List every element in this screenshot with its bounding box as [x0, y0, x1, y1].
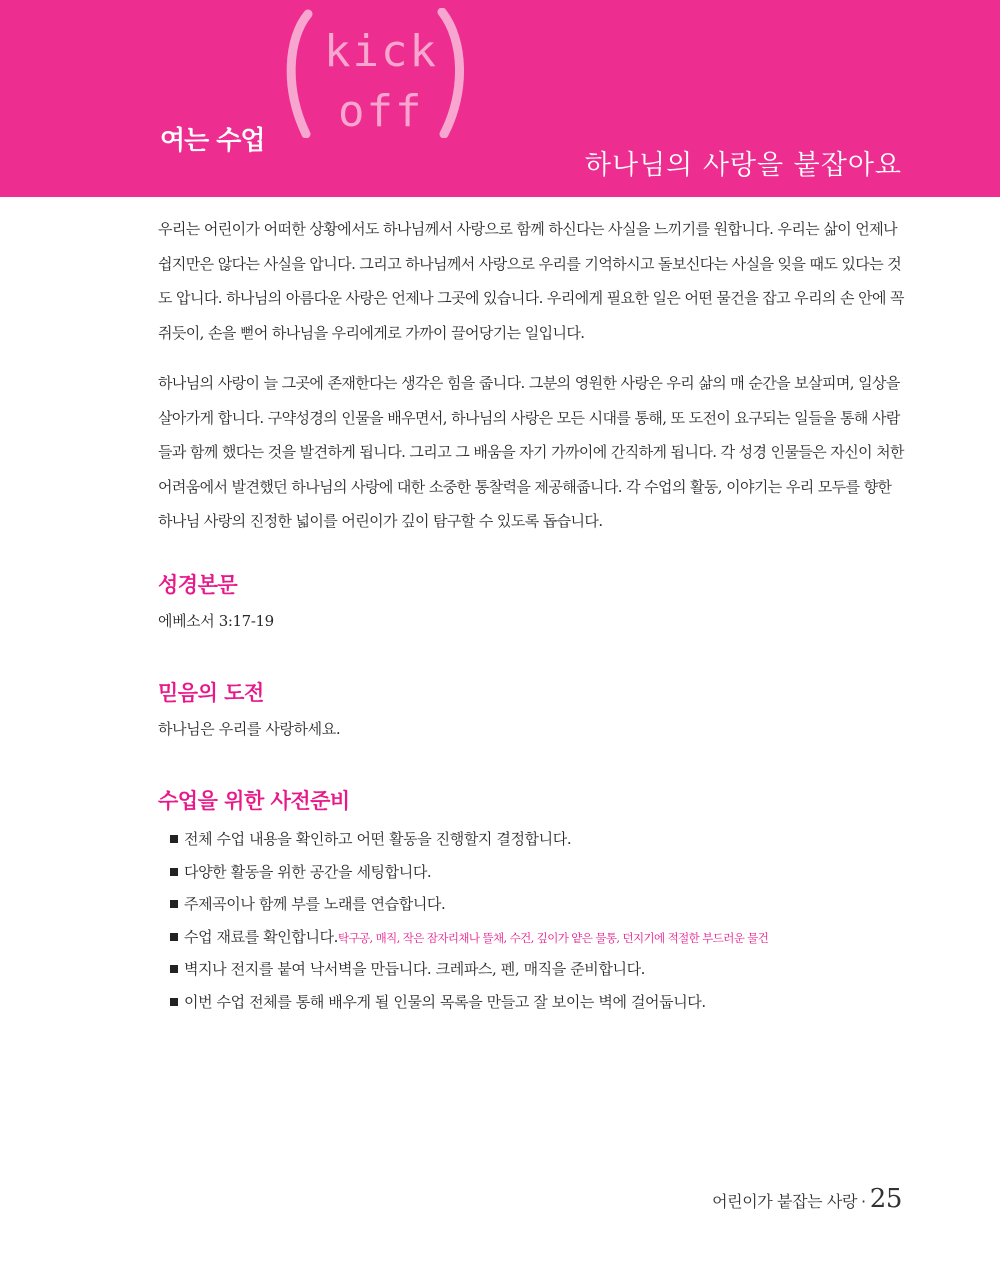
list-item [170, 823, 950, 856]
square-bullet-icon [170, 900, 178, 908]
list-item-text: 수업 재료를 확인합니다. [184, 927, 339, 946]
list-item-text: 이번 수업 전체를 통해 배우게 될 인물의 목록을 만들고 잘 보이는 벽에 걸어둡니다. [184, 992, 706, 1011]
square-bullet-icon [170, 933, 178, 941]
scripture-reference: 에베소서 3:17-19 [158, 612, 274, 630]
square-bullet-icon [170, 868, 178, 876]
list-item-text: 전체 수업 내용을 확인하고 어떤 활동을 진행할지 결정합니다. [184, 830, 572, 848]
list-item [170, 986, 950, 1019]
square-bullet-icon [170, 998, 178, 1006]
preparation-heading: 수업을 위한 사전준비 [158, 789, 350, 813]
list-item-text: 다양한 활동을 위한 공간을 세팅합니다. [184, 862, 432, 881]
faith-challenge-heading: 믿음의 도전 [158, 681, 264, 705]
list-item-text: 벽지나 전지를 붙여 낙서벽을 만듭니다. 크레파스, 펜, 매직을 준비합니다. [184, 960, 646, 979]
list-item [170, 856, 950, 889]
preparation-list [170, 823, 950, 1019]
scripture-heading: 성경본문 [158, 573, 238, 597]
footer-separator: · [861, 1192, 866, 1211]
logo-right-paren [442, 12, 460, 134]
lesson-title: 하나님의 사랑을 붙잡아요 [584, 150, 902, 181]
list-item [170, 888, 950, 921]
list-item [170, 953, 950, 986]
square-bullet-icon [170, 965, 178, 973]
list-item [170, 921, 950, 954]
intro-paragraph-2: 하나님의 사랑이 늘 그곳에 존재한다는 생각은 힘을 줍니다. 그분의 영원한 사랑은 우리 삶의 매 순간을 보살피며, 일상을 살아가게 합니다. 구약성경의 인물을 배우면서, 하나님의 사랑은 모든 시대를 통해, 또 도전이 요구되는 일들을 통해 사람들과 함께 했다는 것을 발견하게 됩니다. 그리고 그 배움을 자기 가까이에 간직하게 됩니다. 각 성경 인물들은 자신이 처한 어려움에서 발견했던 하나님의 사랑에 대한 소중한 통찰력을 제공해줍니다. 각 수업의 활동, 이야기는 우리 모두를 향한 하나님 사랑의 진정한 넓이를 어린이가 깊이 탐구할 수 있도록 돕습니다. [158, 374, 904, 530]
page-footer [712, 1184, 902, 1214]
intro-paragraph-1: 우리는 어린이가 어떠한 상황에서도 하나님께서 사랑으로 함께 하신다는 사실을 느끼기를 원합니다. 우리는 삶이 언제나 쉽지만은 않다는 사실을 압니다. 그리고 하나님께서 사랑으로 우리를 기억하시고 돌보신다는 사실을 잊을 때도 있다는 것도 압니다. 하나님의 아름다운 사랑은 언제나 그곳에 있습니다. 우리에게 필요한 일은 어떤 물건을 잡고 우리의 손 안에 꼭 쥐듯이, 손을 뻗어 하나님을 우리에게로 가까이 끌어당기는 일입니다. [158, 220, 904, 342]
faith-challenge-text: 하나님은 우리를 사랑하세요. [158, 720, 341, 738]
lesson-section-label: 여는 수업 [160, 126, 265, 156]
logo-text-kick: kick [324, 26, 438, 77]
kick-off-logo [282, 8, 472, 138]
book-title: 어린이가 붙잡는 사랑 [712, 1192, 858, 1211]
logo-left-paren [291, 14, 308, 134]
logo-text-off: off [338, 86, 424, 137]
page-number: 25 [869, 1184, 902, 1214]
square-bullet-icon [170, 835, 178, 843]
list-item-text: 주제곡이나 함께 부를 노래를 연습합니다. [184, 895, 446, 914]
materials-note: 탁구공, 매직, 작은 잠자리채나 뜰채, 수건, 깊이가 얕은 물통, 던지기에 적절한 부드러운 물건 [338, 930, 769, 945]
